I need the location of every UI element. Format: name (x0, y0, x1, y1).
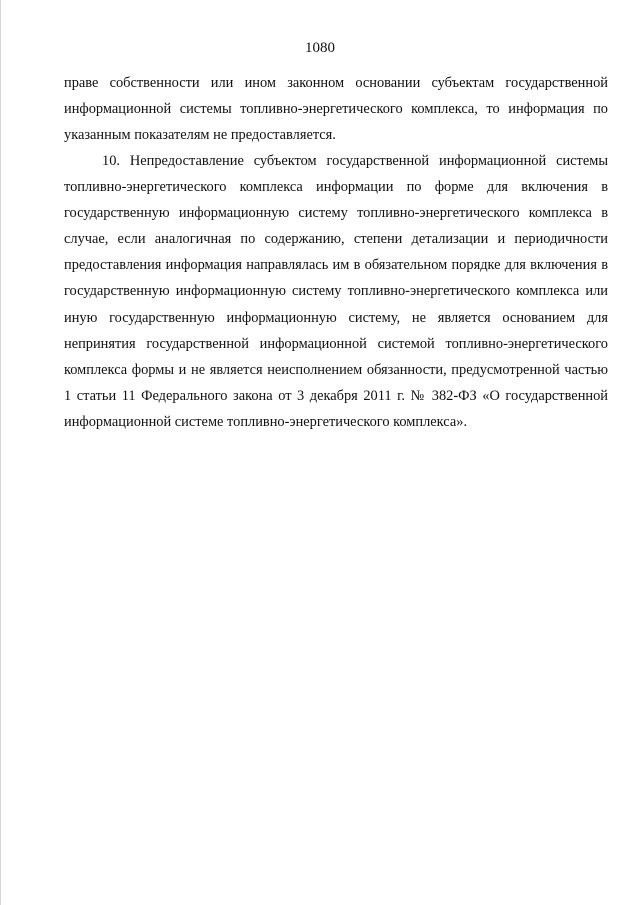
page-number: 1080 (305, 40, 335, 56)
paragraph-text: 10. Непредоставление субъектом государственной информационной системы топливно-энергетического комплекса информации по форме для включения в государственную информационную систему топливно-энергетического комплекса в случае, если аналогичная по содержанию, степени детализации и периодичности предоставления информация направлялась им в обязательном порядке для включения в государственную информационную систему топливно-энергетического комплекса или иную государственную информационную систему, не является основанием для непринятия государственной информационной системой топливно-энергетического комплекса формы и не является неисполнением обязанности, предусмотренной частью 1 статьи 11 Федерального закона от 3 декабря 2011 г. № 382-ФЗ «О государственной информационной системе топливно-энергетического комплекса». (64, 153, 608, 430)
paragraph-text: праве собственности или ином законном основании субъектам государственной информационной системы топливно-энергетического комплекса, то информация по указанным показателям не предоставляется. (64, 75, 608, 144)
scan-edge-line (0, 0, 1, 905)
paragraph-10 (64, 148, 608, 435)
continued-paragraph (64, 70, 608, 148)
